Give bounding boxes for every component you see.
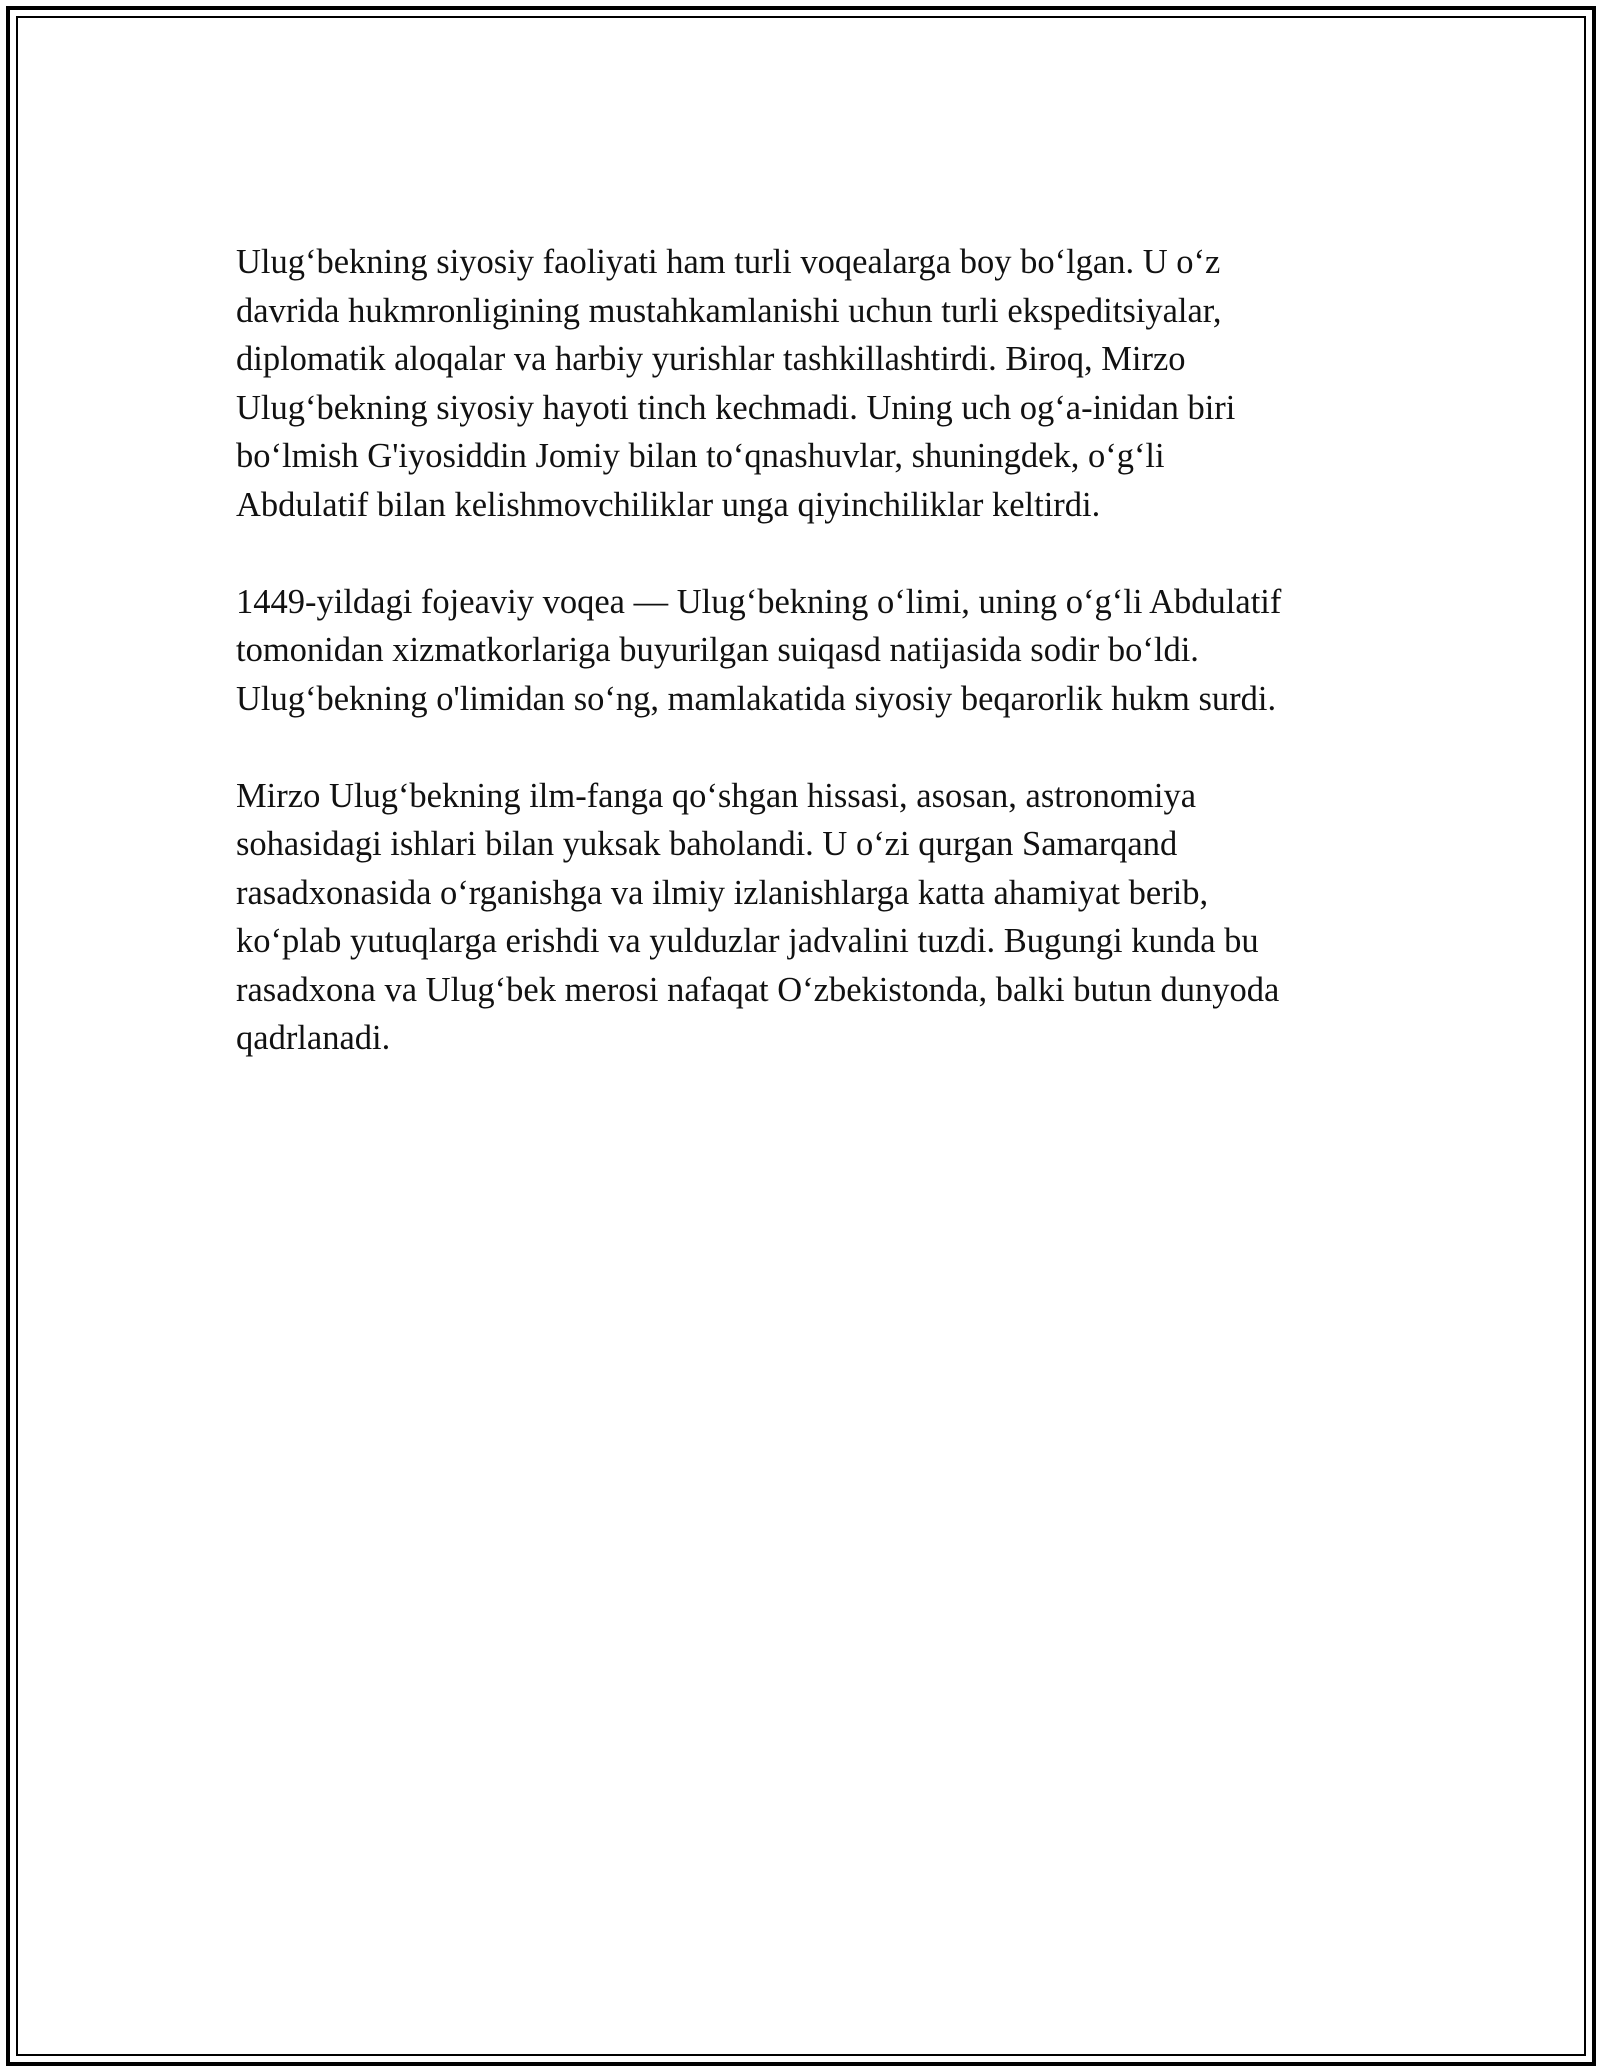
document-body (236, 238, 1366, 1111)
paragraph-political-activity: Ulug‘bekning siyosiy faoliyati ham turli voqealarga boy bo‘lgan. U o‘z davrida hukmronligining mustahkamlanishi uchun turli ekspeditsiyalar, diplomatik aloqalar va harbiy yurishlar tashkillashtirdi. Biroq, Mirzo Ulug‘bekning siyosiy hayoti tinch kechmadi. Uning uch og‘a-inidan biri bo‘lmish G'iyosiddin Jomiy bilan to‘qnashuvlar, shuningdek, o‘g‘li Abdulatif bilan kelishmovchiliklar unga qiyinchiliklar keltirdi. (236, 243, 1236, 524)
paragraph-scientific-legacy: Mirzo Ulug‘bekning ilm-fanga qo‘shgan hissasi, asosan, astronomiya sohasidagi ishlari bilan yuksak baholandi. U o‘zi qurgan Samarqand rasadxonasida o‘rganishga va ilmiy izlanishlarga katta ahamiyat berib, ko‘plab yutuqlarga erishdi va yulduzlar jadvalini tuzdi. Bugungi kunda bu rasadxona va Ulug‘bek merosi nafaqat O‘zbekistonda, balki butun dunyoda qadrlanadi. (236, 776, 1280, 1057)
paragraph-death-1449: 1449-yildagi fojeaviy voqea — Ulug‘bekning o‘limi, uning o‘g‘li Abdulatif tomonidan xizmatkorlariga buyurilgan suiqasd natijasida sodir bo‘ldi. Ulug‘bekning o'limidan so‘ng, mamlakatida siyosiy beqarorlik hukm surdi. (236, 582, 1282, 718)
